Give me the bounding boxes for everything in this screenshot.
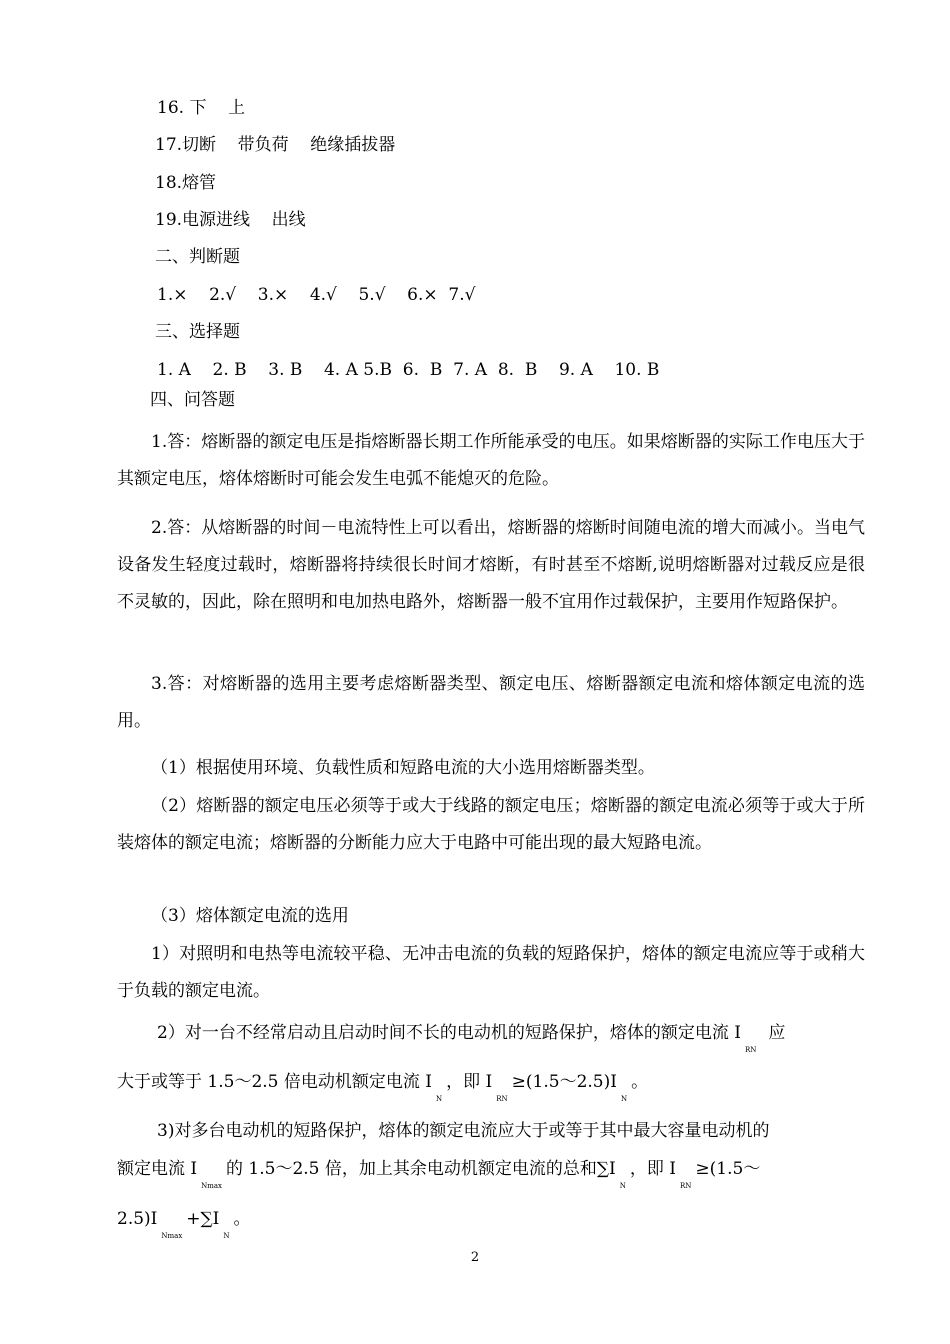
answer-text: 熔管 [182, 173, 217, 193]
text-run: 2）对一台不经常启动且启动时间不长的电动机的短路保护，熔体的额定电流 I [157, 1023, 741, 1043]
answer-text: 电源进线 出线 [182, 210, 306, 230]
answer-line-17 [155, 133, 395, 157]
text-run: +∑I [186, 1209, 220, 1229]
qa-answer-3: 3.答：对熔断器的选用主要考虑熔断器类型、额定电压、熔断器额定电流和熔体额定电流的选用。 [117, 674, 865, 731]
subscript: Nmax [161, 1232, 183, 1240]
text-run: 大于或等于 1.5～2.5 倍电动机额定电流 I [117, 1072, 432, 1092]
subscript: N [619, 1182, 626, 1190]
answer-number: 16. [157, 98, 185, 118]
answer-line-18 [155, 171, 216, 195]
section-title-qa: 四、问答题 [150, 390, 235, 410]
qa-item-3: （3）熔体额定电流的选用 [151, 906, 349, 926]
text-run: 的 1.5～2.5 倍，加上其余电动机额定电流的总和∑I [226, 1159, 616, 1179]
section-title-judge: 二、判断题 [155, 247, 240, 267]
subscript: Nmax [201, 1182, 223, 1190]
answer-line-19 [155, 208, 306, 232]
subscript: N [223, 1232, 230, 1240]
text-run: ≥(1.5～2.5)I [511, 1072, 617, 1092]
text-run: ≥(1.5～ [695, 1159, 761, 1179]
qa-sub-3-line-b [117, 1157, 761, 1190]
subscript: RN [496, 1095, 508, 1103]
qa-item-2: （2）熔断器的额定电压必须等于或大于线路的额定电压；熔断器的额定电流必须等于或大于所装熔体的额定电流；熔断器的分断能力应大于电路中可能出现的最大短路电流。 [117, 796, 865, 853]
text-run: ，即 I [446, 1072, 493, 1092]
qa-item-1: （1）根据使用环境、负载性质和短路电流的大小选用熔断器类型。 [151, 758, 655, 778]
qa-sub-3-line-a: 3)对多台电动机的短路保护，熔体的额定电流应大于或等于其中最大容量电动机的 [157, 1121, 770, 1141]
subscript: RN [680, 1182, 692, 1190]
text-run: ，即 I [629, 1159, 676, 1179]
page-number: 2 [470, 1250, 480, 1265]
section-title-choice: 三、选择题 [155, 322, 240, 342]
qa-answer-1: 1.答：熔断器的额定电压是指熔断器长期工作所能承受的电压。如果熔断器的实际工作电压大于其额定电压，熔体熔断时可能会发生电弧不能熄灭的危险。 [117, 432, 865, 489]
text-run: 额定电流 I [117, 1159, 198, 1179]
answer-number: 18. [155, 173, 183, 193]
qa-sub-2-line-a [157, 1021, 786, 1054]
qa-sub-1: 1）对照明和电热等电流较平稳、无冲击电流的负载的短路保护，熔体的额定电流应等于或稍大于负载的额定电流。 [117, 944, 865, 1001]
text-run: 。 [233, 1209, 251, 1229]
text-run: 应 [768, 1023, 786, 1043]
judge-answers: 1.× 2.√ 3.× 4.√ 5.√ 6.× 7.√ [157, 285, 476, 305]
subscript: RN [744, 1046, 757, 1054]
text-run: 。 [631, 1072, 649, 1092]
choice-answers: 1. A 2. B 3. B 4. A 5.B 6. B 7. A 8. B 9. A 10. B [157, 360, 660, 380]
answer-number: 19. [155, 210, 183, 230]
qa-sub-3-line-c [117, 1207, 251, 1240]
text-run: 2.5)I [117, 1209, 158, 1229]
subscript: N [620, 1095, 628, 1103]
qa-sub-2-line-b [117, 1070, 649, 1103]
qa-answer-2: 2.答：从熔断器的时间－电流特性上可以看出，熔断器的熔断时间随电流的增大而减小。当电气设备发生轻度过载时，熔断器将持续很长时间才熔断，有时甚至不熔断,说明熔断器对过载反应是很不灵敏的，因此，除在照明和电加热电路外，熔断器一般不宜用作过载保护，主要用作短路保护。 [117, 518, 865, 612]
subscript: N [436, 1095, 443, 1103]
answer-text: 切断 带负荷 绝缘插拔器 [182, 135, 396, 155]
answer-line-16 [157, 96, 245, 120]
answer-text: 下 上 [184, 98, 246, 118]
answer-number: 17. [155, 135, 183, 155]
